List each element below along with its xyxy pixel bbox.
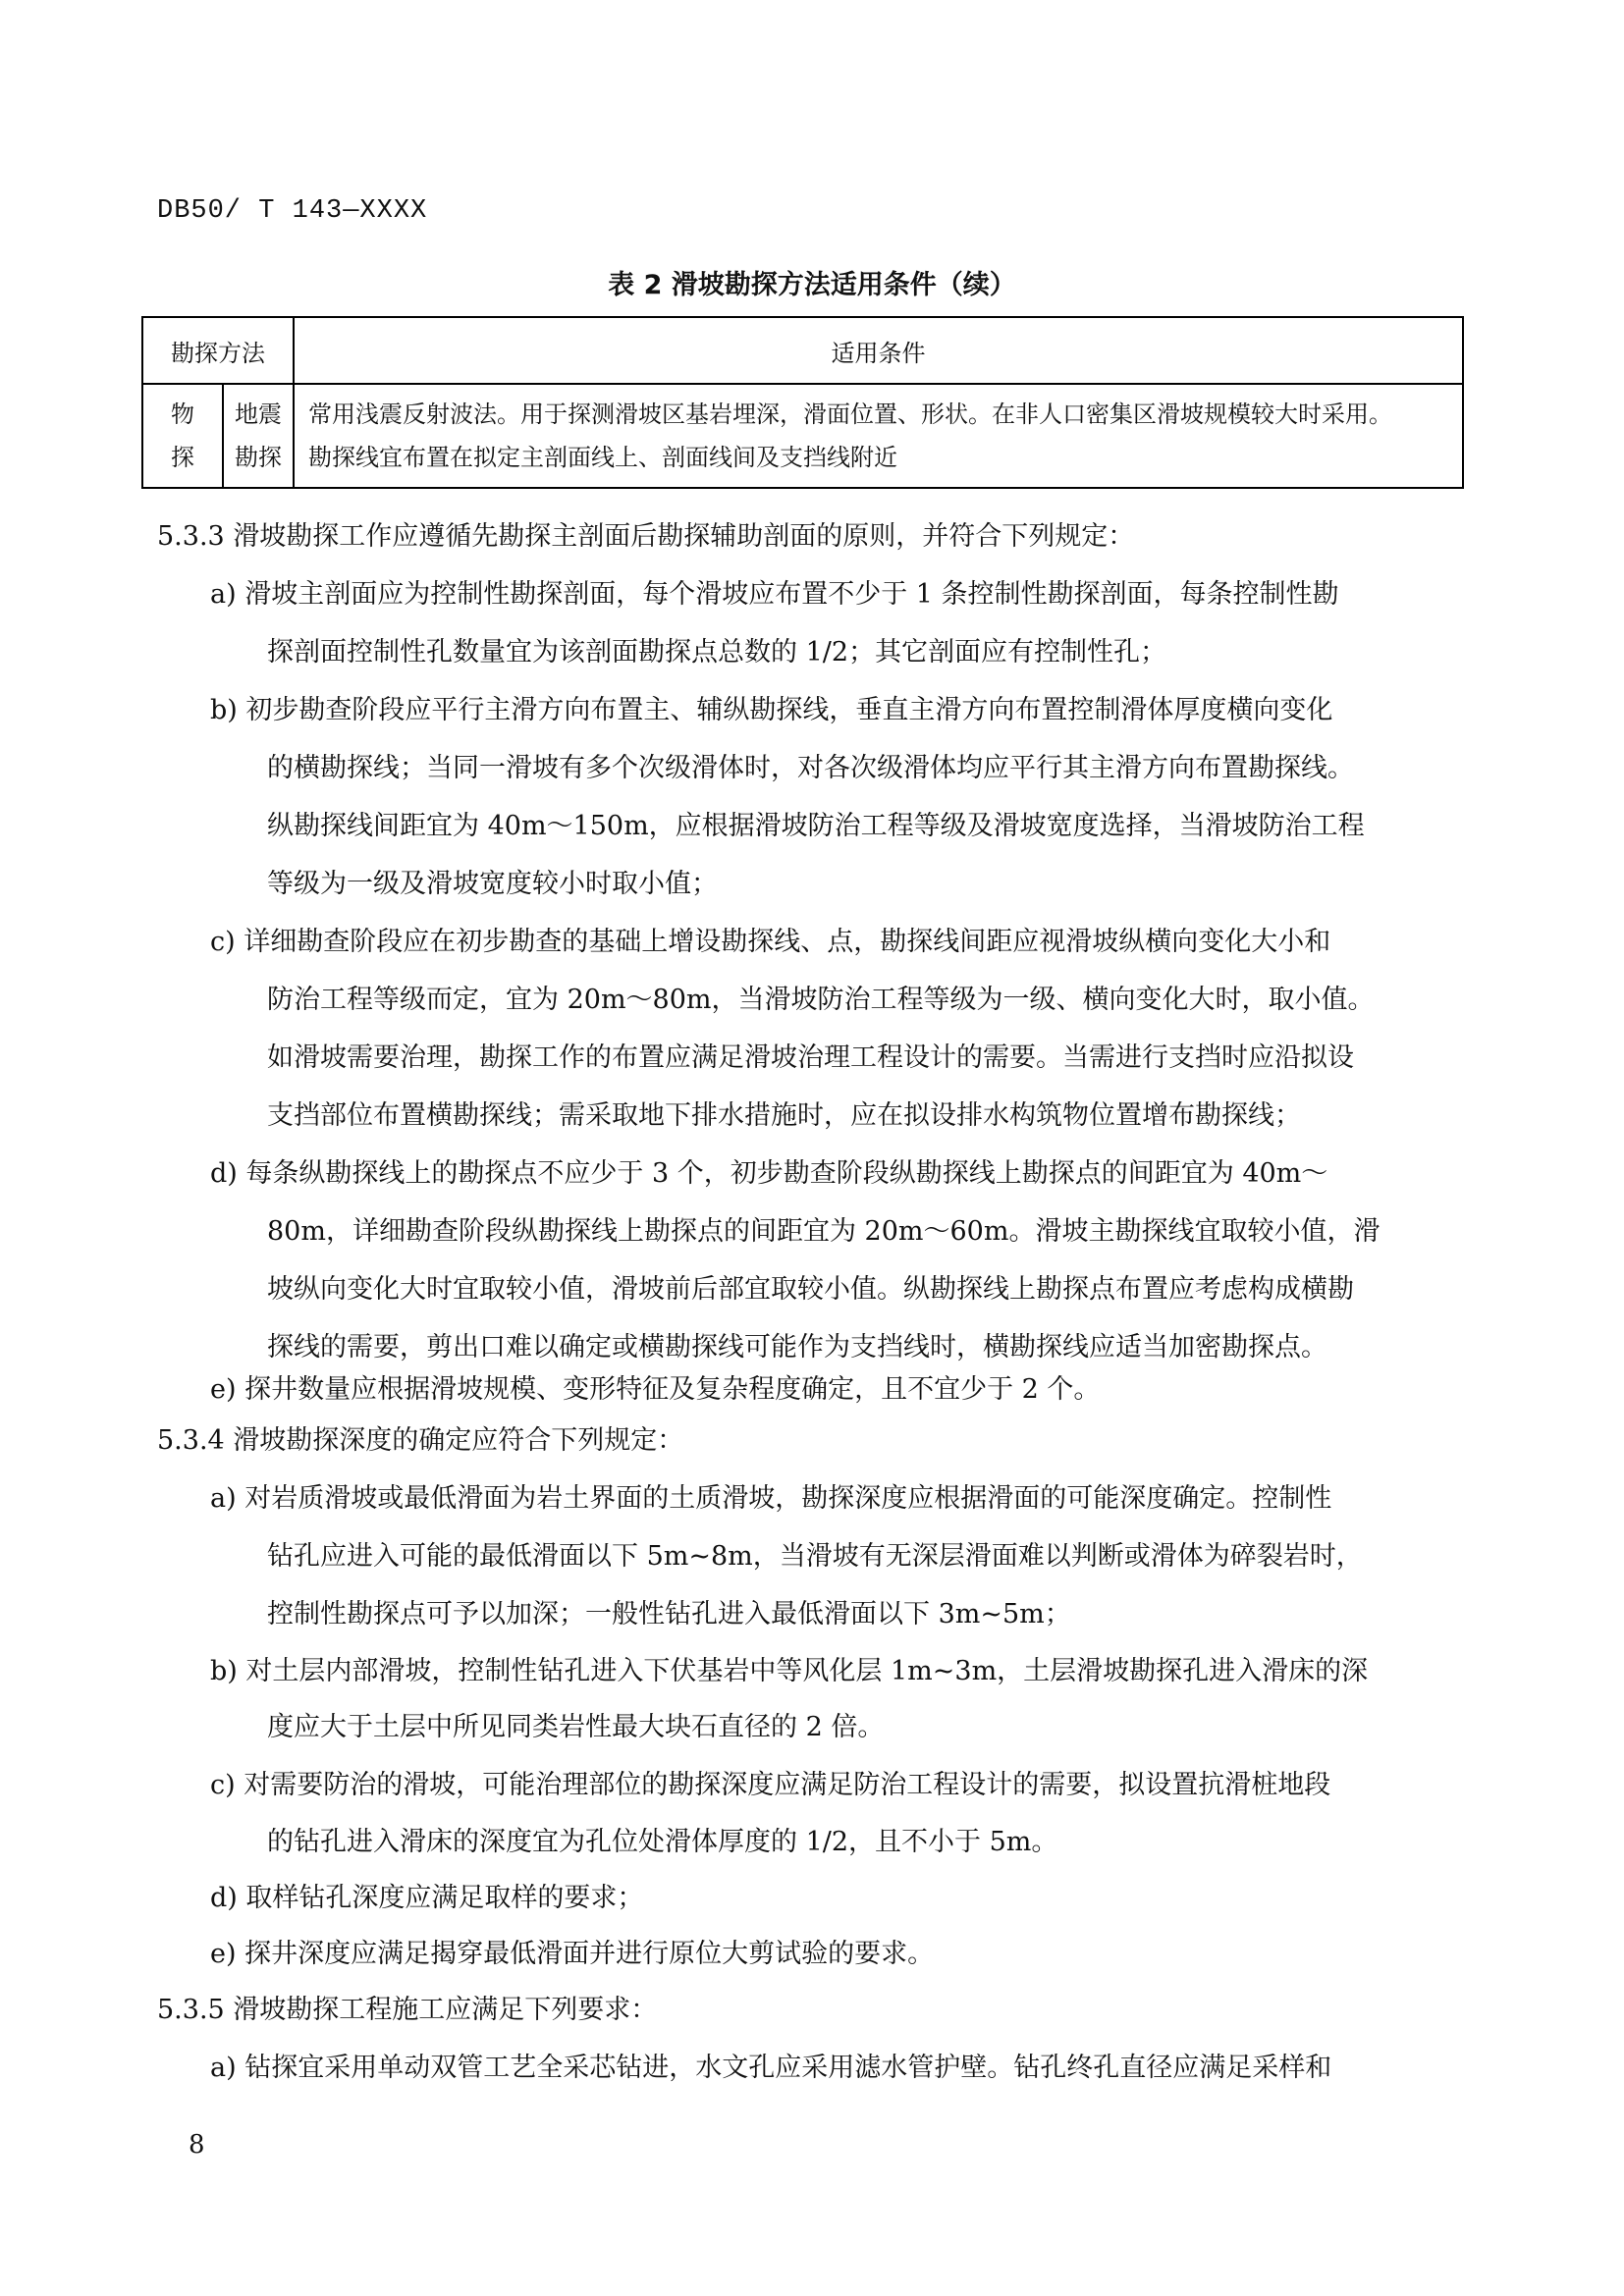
list-item-continuation: 纵勘探线间距宜为 40m～150m，应根据滑坡防治工程等级及滑坡宽度选择，当滑坡防治工程: [267, 811, 1365, 841]
list-item: b) 对土层内部滑坡，控制性钻孔进入下伏基岩中等风化层 1m~3m，土层滑坡勘探孔进入滑床的深: [210, 1656, 1369, 1686]
list-item-continuation: 坡纵向变化大时宜取较小值，滑坡前后部宜取较小值。纵勘探线上勘探点布置应考虑构成横勘: [267, 1274, 1354, 1305]
header-method: 勘探方法: [142, 317, 294, 384]
category-line: 探: [171, 444, 194, 471]
list-item-continuation: 探剖面控制性孔数量宜为该剖面勘探点总数的 1/2；其它剖面应有控制性孔；: [267, 637, 1167, 667]
list-item: c) 对需要防治的滑坡，可能治理部位的勘探深度应满足防治工程设计的需要，拟设置抗滑桩地段: [210, 1770, 1331, 1800]
list-item-continuation: 防治工程等级而定，宜为 20m～80m，当滑坡防治工程等级为一级、横向变化大时，取小值。: [267, 985, 1375, 1015]
list-item-continuation: 控制性勘探点可予以加深；一般性钻孔进入最低滑面以下 3m~5m；: [267, 1599, 1071, 1629]
list-item-continuation: 80m，详细勘查阶段纵勘探线上勘探点的间距宜为 20m～60m。滑坡主勘探线宜取较小值，滑: [267, 1216, 1380, 1247]
page-number: 8: [189, 2130, 205, 2160]
clause-heading: 5.3.4 滑坡勘探深度的确定应符合下列规定：: [157, 1425, 684, 1456]
list-item-continuation: 等级为一级及滑坡宽度较小时取小值；: [267, 869, 718, 899]
conditions-table: [141, 316, 1464, 489]
list-item: c) 详细勘查阶段应在初步勘查的基础上增设勘探线、点，勘探线间距应视滑坡纵横向变化大小和: [210, 927, 1331, 957]
list-item: e) 探井深度应满足揭穿最低滑面并进行原位大剪试验的要求。: [210, 1939, 935, 1969]
conditions-line: 勘探线宜布置在拟定主剖面线上、剖面线间及支挡线附近: [308, 444, 897, 471]
list-item: a) 对岩质滑坡或最低滑面为岩土界面的土质滑坡，勘探深度应根据滑面的可能深度确定。控制性: [210, 1483, 1332, 1514]
list-item: d) 取样钻孔深度应满足取样的要求；: [210, 1883, 644, 1913]
method-line: 勘探: [235, 444, 282, 471]
method-cell: [223, 384, 294, 488]
category-line: 物: [171, 400, 194, 428]
clause-heading: 5.3.5 滑坡勘探工程施工应满足下列要求：: [157, 1995, 658, 2025]
list-item-continuation: 的横勘探线；当同一滑坡有多个次级滑体时，对各次级滑体均应平行其主滑方向布置勘探线。: [267, 753, 1354, 783]
conditions-cell: [294, 384, 1463, 488]
table-row: [142, 384, 1463, 488]
list-item: e) 探井数量应根据滑坡规模、变形特征及复杂程度确定，且不宜少于 2 个。: [210, 1374, 1101, 1405]
list-item-continuation: 探线的需要，剪出口难以确定或横勘探线可能作为支挡线时，横勘探线应适当加密勘探点。: [267, 1332, 1327, 1362]
method-line: 地震: [235, 400, 282, 428]
list-item: b) 初步勘查阶段应平行主滑方向布置主、辅纵勘探线，垂直主滑方向布置控制滑体厚度横向变化: [210, 695, 1333, 725]
list-item-continuation: 的钻孔进入滑床的深度宜为孔位处滑体厚度的 1/2，且不小于 5m。: [267, 1827, 1058, 1857]
list-item: a) 钻探宜采用单动双管工艺全采芯钻进，水文孔应采用滤水管护壁。钻孔终孔直径应满足采样和: [210, 2053, 1332, 2083]
category-cell: [142, 384, 223, 488]
list-item-continuation: 如滑坡需要治理，勘探工作的布置应满足滑坡治理工程设计的需要。当需进行支挡时应沿拟设: [267, 1042, 1354, 1073]
list-item-continuation: 钻孔应进入可能的最低滑面以下 5m~8m，当滑坡有无深层滑面难以判断或滑体为碎裂岩时，: [267, 1541, 1363, 1572]
table-header-row: [142, 317, 1463, 384]
list-item-continuation: 度应大于土层中所见同类岩性最大块石直径的 2 倍。: [267, 1712, 885, 1742]
table-title: 表 2 滑坡勘探方法适用条件（续）: [608, 270, 1016, 300]
list-item-continuation: 支挡部位布置横勘探线；需采取地下排水措施时，应在拟设排水构筑物位置增布勘探线；: [267, 1100, 1301, 1131]
list-item: a) 滑坡主剖面应为控制性勘探剖面，每个滑坡应布置不少于 1 条控制性勘探剖面，每条控制性勘: [210, 579, 1339, 610]
header-conditions: 适用条件: [294, 317, 1463, 384]
clause-heading: 5.3.3 滑坡勘探工作应遵循先勘探主剖面后勘探辅助剖面的原则，并符合下列规定：: [157, 521, 1135, 552]
standard-code: DB50/ T 143—XXXX: [157, 196, 428, 226]
list-item: d) 每条纵勘探线上的勘探点不应少于 3 个，初步勘查阶段纵勘探线上勘探点的间距宜为 40m～: [210, 1158, 1328, 1189]
conditions-line: 常用浅震反射波法。用于探测滑坡区基岩埋深，滑面位置、形状。在非人口密集区滑坡规模较大时采用。: [308, 400, 1392, 428]
